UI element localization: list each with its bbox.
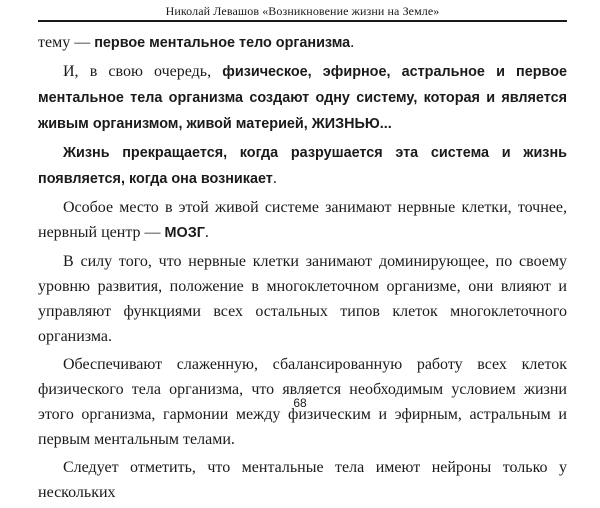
paragraph-3-text-a: .: [272, 170, 277, 187]
running-header: Николай Левашов «Возникновение жизни на Земле»: [165, 4, 440, 18]
paragraph-7-text-a: Следует отметить, что ментальные тела имеют нейроны только у нескольких: [38, 459, 567, 501]
paragraph-4: [38, 195, 567, 246]
paragraph-2: [38, 59, 567, 137]
paragraph-2-bold: физическое, эфирное, астральное и первое ментальное тела организма создают одну систему, которая и является живым организмом, живой материей, ЖИЗНЬЮ...: [38, 64, 567, 132]
paragraph-3-bold: Жизнь прекращается, когда разрушается эта система и жизнь появляется, когда она возникает: [38, 145, 567, 187]
paragraph-1-text-a: тему —: [38, 34, 95, 51]
paragraph-2-text-a: И, в свою очередь,: [63, 63, 223, 80]
paragraph-4-text-a: Особое место в этой живой системе занимают нервные клетки, точнее, нервный центр —: [38, 199, 567, 241]
paragraph-3: [38, 140, 567, 192]
paragraph-5-text-a: В силу того, что нервные клетки занимают доминирующее, по своему уровню развития, положение в многоклеточном организме, они влияют и управляют функциями всех остальных типов клеток многоклеточного организма.: [38, 253, 567, 345]
paragraph-1: [38, 30, 567, 56]
paragraph-4-text-b: .: [204, 224, 209, 241]
page-number: 68: [293, 396, 307, 410]
page-body: [38, 30, 567, 508]
paragraph-1-text-b: .: [350, 34, 355, 51]
header-rule: [38, 20, 567, 22]
paragraph-4-bold: МОЗГ: [164, 225, 205, 241]
paragraph-6-text-a: Обеспечивают слаженную, сбалансированную работу всех клеток физического тела организма, что является необходимым условием жизни этого организма, гармонии между физическим и эфирным, астральным и первым ментальным телами.: [38, 356, 567, 448]
paragraph-5: [38, 249, 567, 349]
paragraph-7: [38, 455, 567, 505]
paragraph-1-bold: первое ментальное тело организма: [94, 35, 351, 51]
